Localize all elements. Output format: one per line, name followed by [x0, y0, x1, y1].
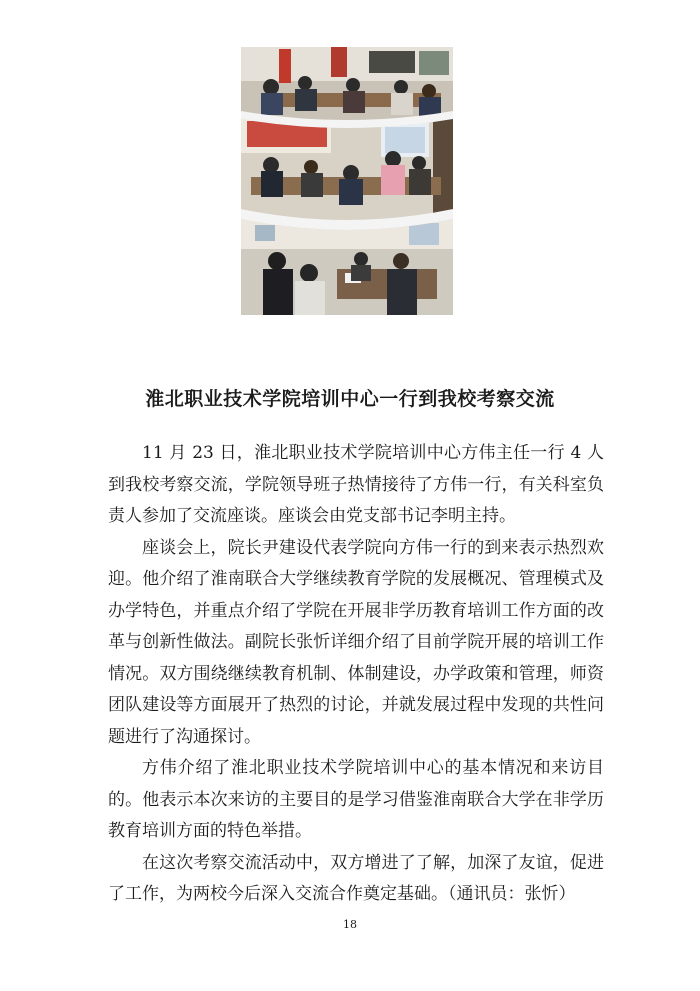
paragraph: 座谈会上，院长尹建设代表学院向方伟一行的到来表示热烈欢迎。他介绍了淮南联合大学继续教育学院的发展概况、管理模式及办学特色，并重点介绍了学院在开展非学历教育培训工作方面的改革与创新性做法。副院长张忻详细介绍了目前学院开展的培训工作情况。双方围绕继续教育机制、体制建设，办学政策和管理，师资团队建设等方面展开了热烈的讨论，并就发展过程中发现的共性问题进行了沟通探讨。 [108, 537, 604, 747]
article-body [108, 438, 604, 911]
page-number: 18 [343, 918, 357, 931]
paragraph: 在这次考察交流活动中，双方增进了了解，加深了友谊，促进了工作，为两校今后深入交流合作奠定基础。（通讯员：张忻） [108, 852, 604, 904]
paragraph: 11 月 23 日，淮北职业技术学院培训中心方伟主任一行 4 人到我校考察交流，学院领导班子热情接待了方伟一行，有关科室负责人参加了交流座谈。座谈会由党支部书记李明主持。 [108, 443, 604, 526]
meeting-photo-3 [241, 212, 453, 315]
meeting-photo-collage [241, 47, 453, 315]
meeting-photo-1 [241, 47, 453, 137]
paragraph: 方伟介绍了淮北职业技术学院培训中心的基本情况和来访目的。他表示本次来访的主要目的是学习借鉴淮南联合大学在非学历教育培训方面的特色举措。 [108, 758, 604, 841]
meeting-photo-2 [241, 107, 453, 237]
article-title: 淮北职业技术学院培训中心一行到我校考察交流 [145, 388, 555, 410]
